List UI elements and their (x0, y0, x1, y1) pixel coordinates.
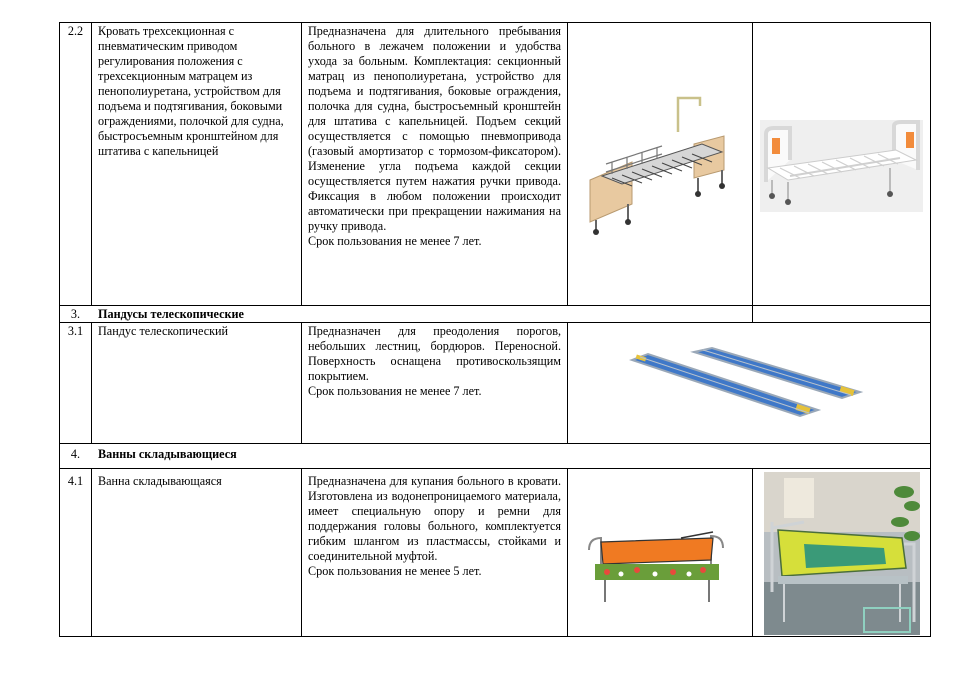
ramp-photo (628, 340, 868, 420)
item-name: Пандус телескопический (98, 324, 229, 338)
section-title: Пандусы телескопические (98, 307, 244, 321)
item-description-cell (302, 473, 567, 636)
row-number: 4.1 (67, 474, 84, 488)
bath-photo (585, 530, 731, 608)
item-description: Предназначена для длительного пребывания больного в лежачем положении и удобства ухода за больным. Комплектация: секционный матрац из пенополиуретана, устройство для подъема и подтягивания, боковые ограждения, полочка для судна, быстросъемный кронштейн для штатива с капельницей. Подъем секций осуществляется с помощью пневмопривода (газовый амортизатор с тормозом-фиксатором). Изменение угла подъема каждой секции осуществляется путем нажатия ручки привода. Фиксация в любом положении происходит автоматически при прекращении нажимания на ручку привода. (308, 24, 561, 233)
bath-photo-alt (764, 472, 920, 635)
item-name: Ванна складывающаяся (98, 474, 222, 488)
item-term: Срок пользования не менее 7 лет. (308, 384, 482, 398)
bed-photo-alt (760, 120, 923, 212)
item-term: Срок пользования не менее 5 лет. (308, 564, 482, 578)
row-number: 2.2 (67, 24, 84, 38)
item-name: Кровать трехсекционная с пневматическим приводом регулирования положения с трехсекционным матрацем из пенополиуретана, устройством для подъема и подтягивания, боковыми ограждениями, полочкой для судна, быстросъемным кронштейном для штатива с капельницей (98, 24, 284, 158)
section-title: Ванны складывающиеся (98, 447, 237, 461)
row-number: 3.1 (67, 324, 84, 338)
item-description-cell (302, 323, 567, 443)
section-number: 4. (70, 447, 81, 461)
item-term: Срок пользования не менее 7 лет. (308, 234, 482, 248)
item-description: Предназначена для купания больного в кровати. Изготовлена из водонепроницаемого материала, имеет специальную опору и ремни для поддержания головы больного, комплектуется гибким шлангом из пластмассы, стойками и соединительной муфтой. (308, 474, 561, 563)
section-number: 3. (70, 307, 81, 321)
item-description-cell (302, 23, 567, 305)
bed-photo (582, 92, 740, 240)
item-description: Предназначен для преодоления порогов, небольших лестниц, бордюров. Переносной. Поверхность оснащена противоскользящим покрытием. (308, 324, 561, 383)
